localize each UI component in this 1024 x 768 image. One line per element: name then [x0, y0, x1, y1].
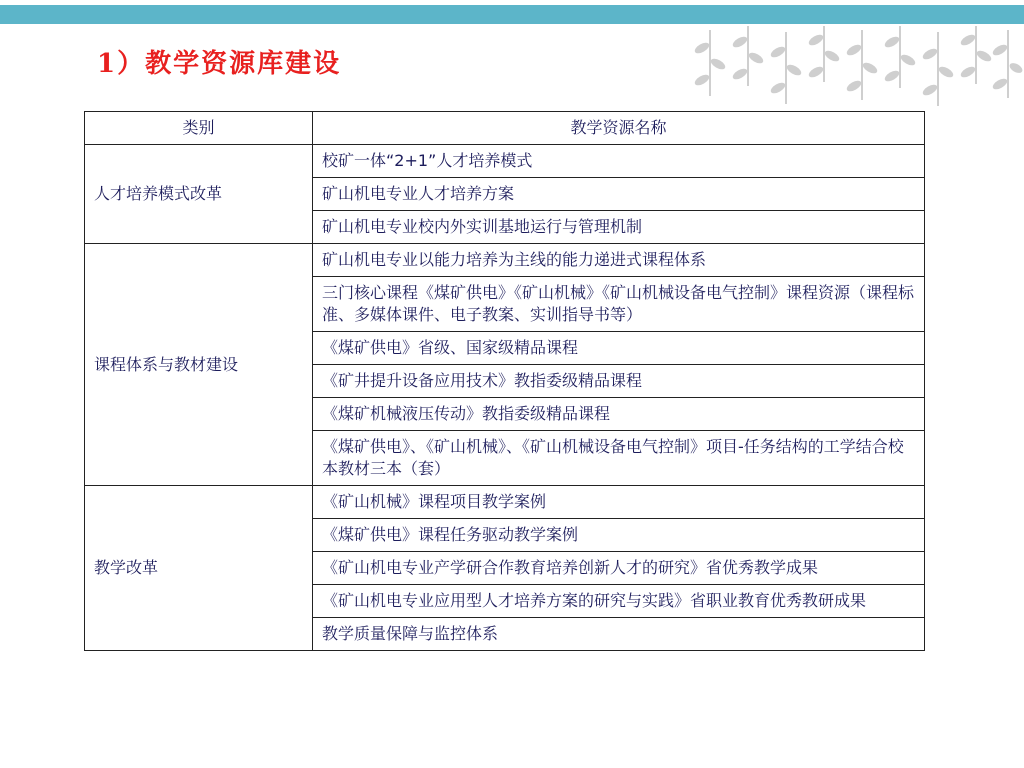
resource-cell: 《煤矿供电》课程任务驱动教学案例	[313, 519, 925, 552]
category-cell: 人才培养模式改革	[85, 145, 313, 244]
resource-table	[84, 111, 925, 651]
resource-cell: 《煤矿供电》、《矿山机械》、《矿山机械设备电气控制》项目-任务结构的工学结合校本教材三本（套）	[313, 431, 925, 486]
resource-cell: 《矿山机电专业产学研合作教育培养创新人才的研究》省优秀教学成果	[313, 552, 925, 585]
category-cell: 教学改革	[85, 486, 313, 651]
resource-cell: 《矿山机械》课程项目教学案例	[313, 486, 925, 519]
resource-cell: 《煤矿机械液压传动》教指委级精品课程	[313, 398, 925, 431]
header-category: 类别	[85, 112, 313, 145]
table-header-row	[85, 112, 925, 145]
table-row	[85, 486, 925, 519]
resource-cell: 矿山机电专业人才培养方案	[313, 178, 925, 211]
table-row	[85, 244, 925, 277]
resource-cell: 《矿井提升设备应用技术》教指委级精品课程	[313, 365, 925, 398]
table-row	[85, 145, 925, 178]
header-resource-name: 教学资源名称	[313, 112, 925, 145]
resource-cell: 《煤矿供电》省级、国家级精品课程	[313, 332, 925, 365]
resource-cell: 教学质量保障与监控体系	[313, 618, 925, 651]
slide-title: 1）教学资源库建设	[97, 49, 342, 79]
category-cell: 课程体系与教材建设	[85, 244, 313, 486]
resource-cell: 《矿山机电专业应用型人才培养方案的研究与实践》省职业教育优秀教研成果	[313, 585, 925, 618]
leaf-vine-decoration	[690, 26, 1024, 112]
resource-cell: 三门核心课程《煤矿供电》《矿山机械》《矿山机械设备电气控制》课程资源（课程标准、多媒体课件、电子教案、实训指导书等）	[313, 277, 925, 332]
top-color-band	[0, 5, 1024, 24]
resource-cell: 矿山机电专业以能力培养为主线的能力递进式课程体系	[313, 244, 925, 277]
resource-cell: 校矿一体“2+1”人才培养模式	[313, 145, 925, 178]
resource-cell: 矿山机电专业校内外实训基地运行与管理机制	[313, 211, 925, 244]
